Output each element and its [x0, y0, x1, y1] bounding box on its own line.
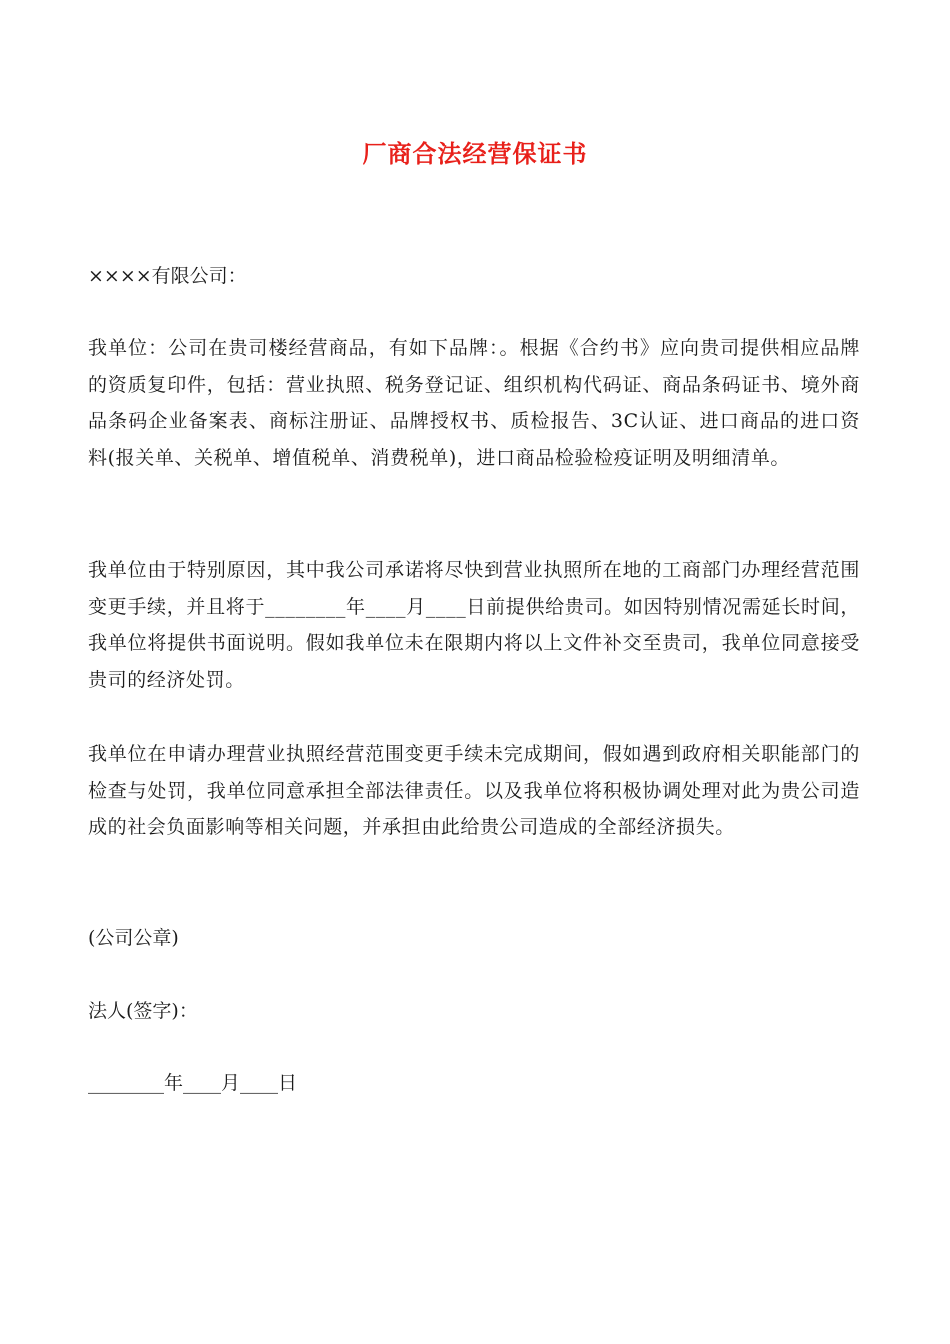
document-title: 厂商合法经营保证书: [362, 140, 588, 168]
legal-rep-signature-label: 法人(签字)：: [88, 1000, 198, 1022]
date-line: ________年____月____日: [88, 1072, 298, 1094]
company-seal-label: (公司公章): [88, 927, 179, 949]
paragraph-qualifications: 我单位：公司在贵司楼经营商品，有如下品牌：。根据《合约书》应向贵司提供相应品牌的资质复印件，包括：营业执照、税务登记证、组织机构代码证、商品条码证书、境外商品条码企业备案表、商标注册证、品牌授权书、质检报告、3C认证、进口商品的进口资料(报关单、关税单、增值税单、消费税单)，进口商品检验检疫证明及明细清单。: [88, 337, 860, 469]
paragraph-commitment: 我单位由于特别原因，其中我公司承诺将尽快到营业执照所在地的工商部门办理经营范围变更手续，并且将于________年____月____日前提供给贵司。如因特别情况需延长时间，我单位将提供书面说明。假如我单位未在限期内将以上文件补交至贵司，我单位同意接受贵司的经济处罚。: [88, 559, 860, 691]
salutation: ××××有限公司：: [88, 265, 247, 287]
paragraph-liability: 我单位在申请办理营业执照经营范围变更手续未完成期间，假如遇到政府相关职能部门的检查与处罚，我单位同意承担全部法律责任。以及我单位将积极协调处理对此为贵公司造成的社会负面影响等相关问题，并承担由此给贵公司造成的全部经济损失。: [88, 743, 860, 838]
